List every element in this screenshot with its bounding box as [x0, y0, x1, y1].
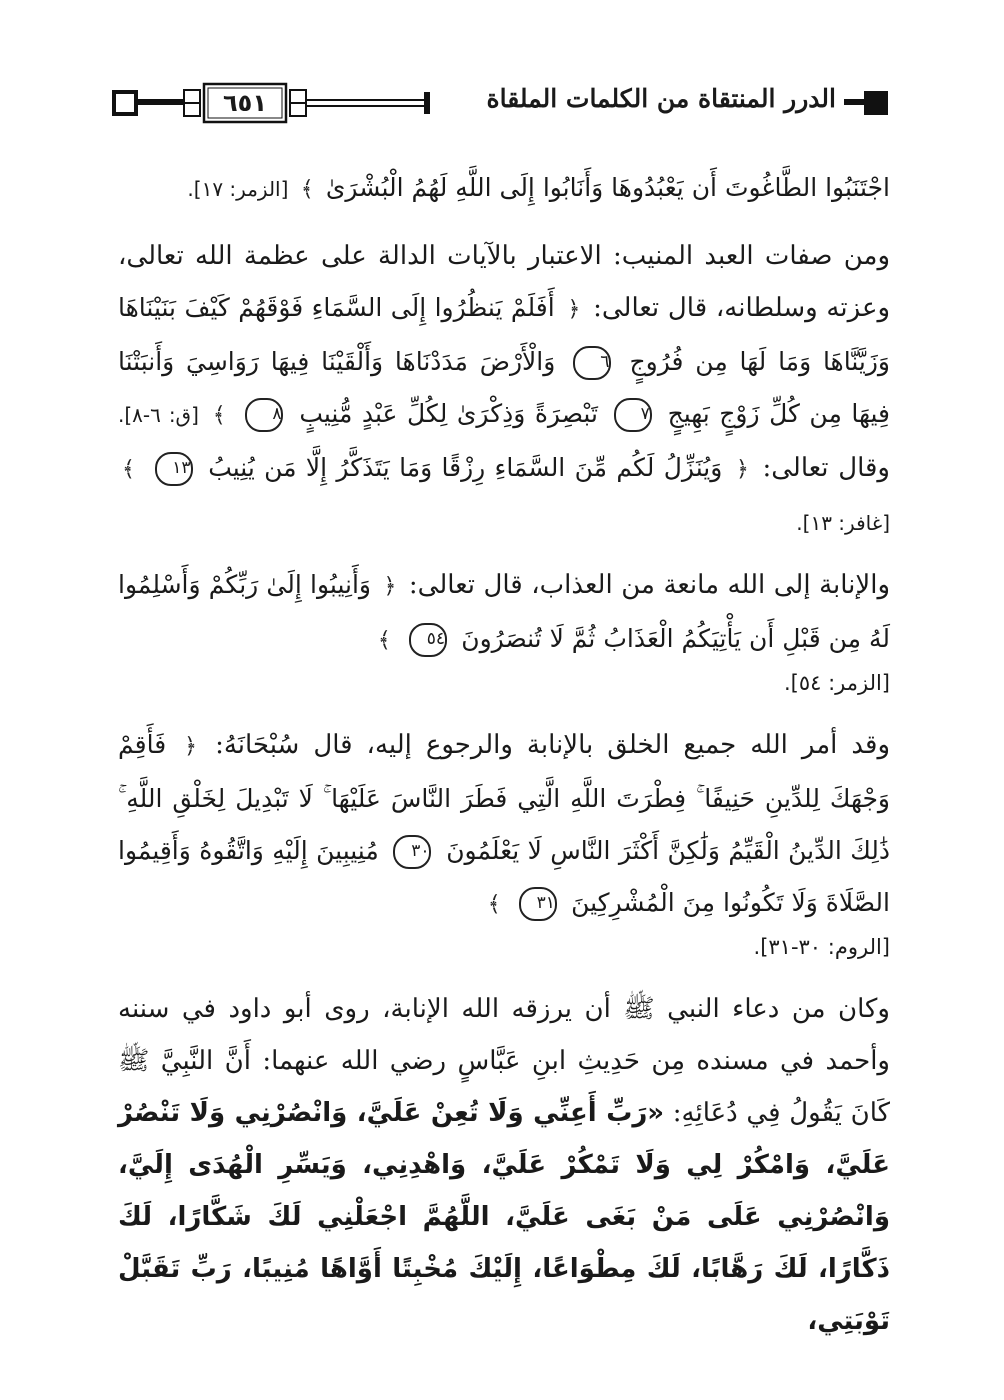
paragraph-command [118, 719, 890, 931]
verse-number: ٣٠ [393, 835, 431, 869]
quran-verse: وَالْأَرْضَ مَدَدْنَاهَا وَأَلْقَيْنَا فِيهَا رَوَاسِيَ وَأَنبَتْنَا فِيهَا مِن كُلِّ زَوْجٍ بَهِيجٍ [118, 347, 891, 428]
paragraph-text: ومن صفات العبد المنيب: الاعتبار بالآيات الدالة على عظمة الله تعالى، وعزته وسلطانه، قال تعالى: [118, 241, 891, 323]
verse-reference: [الزمر: ١٧]. [187, 177, 289, 201]
ornament-open-icon: ﴿ [567, 297, 581, 322]
ornament-close-icon: ﴾ [487, 892, 501, 917]
ornament-close-icon: ﴾ [377, 628, 391, 653]
ornament-close-icon: ﴾ [212, 403, 226, 428]
paragraph-repentance [118, 559, 890, 667]
verse-reference: [الروم: ٣٠-٣١]. [753, 935, 890, 959]
paragraph-dua [118, 983, 890, 1347]
ornament-open-icon: ﴿ [735, 457, 749, 482]
quran-verse: مُنِيبِينَ إِلَيْهِ وَاتَّقُوهُ وَأَقِيمُوا الصَّلَاةَ وَلَا تَكُونُوا مِنَ الْمُشْرِكِينَ [118, 836, 890, 917]
quran-verse: تَبْصِرَةً وَذِكْرَىٰ لِكُلِّ عَبْدٍ مُّنِيبٍ [299, 399, 598, 428]
paragraph-signs [118, 230, 890, 549]
verse-reference: [الزمر: ٥٤]. [783, 671, 890, 695]
quran-verse: أَفَلَمْ يَنظُرُوا إِلَى السَّمَاءِ فَوْقَهُمْ كَيْفَ بَنَيْنَاهَا وَزَيَّنَّاهَا وَمَا لَهَا مِن فُرُوجٍ [118, 293, 891, 376]
ornament-close-icon: ﴾ [300, 177, 314, 202]
verse-number: ٣١ [519, 887, 557, 921]
page-header [112, 78, 890, 130]
verse-number: ٥٤ [409, 623, 447, 657]
verse-continuation [118, 162, 890, 216]
paragraph-text: وقال تعالى: [762, 453, 890, 483]
verse-number: ١٣ [155, 452, 193, 486]
verse-reference: [ق: ٦-٨]. [118, 403, 199, 427]
quran-verse: وَأَنِيبُوا إِلَىٰ رَبِّكُمْ وَأَسْلِمُوا لَهُ مِن قَبْلِ أَن يَأْتِيَكُمُ الْعَذَابُ ثُمَّ لَا تُنصَرُونَ [118, 570, 890, 653]
page-body [118, 162, 890, 1357]
paragraph-text: وكان من دعاء النبي ﷺ أن يرزقه الله الإنابة، روى أبو داود في سننه وأحمد في مسنده مِن حَدِيثِ ابنِ عَبَّاسٍ رضي الله عنهما: أَنَّ النَّبِيَّ ﷺ كَانَ يَقُولُ فِي دُعَائِهِ: [118, 994, 890, 1128]
paragraph-text: وقد أمر الله جميع الخلق بالإنابة والرجوع إليه، قال سُبْحَانَهُ: [215, 730, 891, 760]
page-number: ٦٥١ [223, 89, 267, 117]
ornament-open-icon: ﴿ [184, 734, 198, 759]
verse-number: ٦ [573, 346, 611, 380]
verse-number: ٧ [614, 398, 652, 432]
quran-verse: وَيُنَزِّلُ لَكُم مِّنَ السَّمَاءِ رِزْقًا وَمَا يَتَذَكَّرُ إِلَّا مَن يُنِيبُ [208, 453, 723, 482]
book-title: الدرر المنتقاة من الكلمات الملقاة [479, 84, 844, 113]
quran-verse: فَأَقِمْ وَجْهَكَ لِلدِّينِ حَنِيفًا ۚ فِطْرَتَ اللَّهِ الَّتِي فَطَرَ النَّاسَ عَلَيْهَا ۚ لَا تَبْدِيلَ لِخَلْقِ اللَّهِ ۚ ذَٰلِكَ الدِّينُ الْقَيِّمُ وَلَٰكِنَّ أَكْثَرَ النَّاسِ لَا يَعْلَمُونَ [118, 730, 891, 865]
paragraph-text: والإنابة إلى الله مانعة من العذاب، قال تعالى: [408, 570, 891, 600]
ornament-close-icon: ﴾ [122, 457, 135, 482]
quran-verse: اجْتَنَبُوا الطَّاغُوتَ أَن يَعْبُدُوهَا وَأَنَابُوا إِلَى اللَّهِ لَهُمُ الْبُشْرَىٰ [325, 173, 890, 202]
ornament-open-icon: ﴿ [383, 574, 397, 599]
verse-reference: [غافر: ١٣]. [796, 511, 890, 535]
verse-number: ٨ [245, 398, 283, 432]
hadith-text: «رَبِّ أَعِنِّي وَلَا تُعِنْ عَلَيَّ، وَانْصُرْنِي وَلَا تَنْصُرْ عَلَيَّ، وَامْكُرْ لِي وَلَا تَمْكُرْ عَلَيَّ، وَاهْدِنِي، وَيَسِّرِ الْهُدَى إِلَيَّ، وَانْصُرْنِي عَلَى مَنْ بَغَى عَلَيَّ، اللَّهُمَّ اجْعَلْنِي لَكَ شَكَّارًا، لَكَ ذَكَّارًا، لَكَ رَهَّابًا، لَكَ مِطْوَاعًا، إِلَيْكَ مُخْبِتًا أَوَّاهًا مُنِيبًا، رَبِّ تَقَبَّلْ تَوْبَتِي، [118, 1098, 890, 1336]
